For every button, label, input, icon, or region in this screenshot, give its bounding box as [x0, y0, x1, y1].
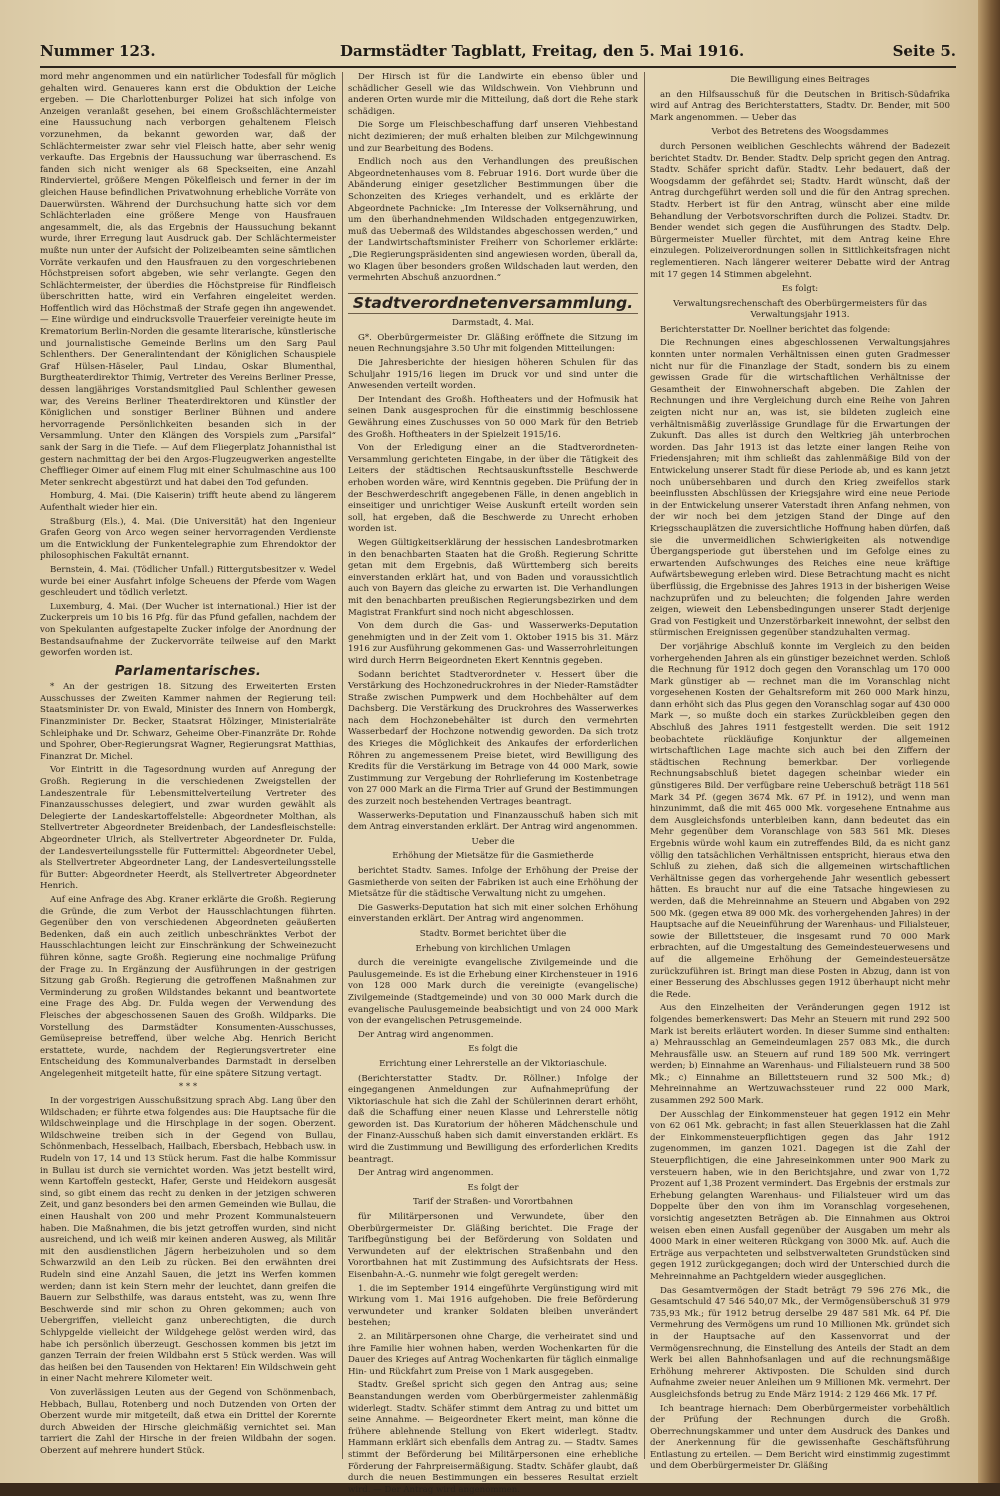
article-paragraph: Von dem durch die Gas- und Wasserwerks-Deputation genehmigten und in der Zeit vom 1. Oktober 1915 bis 31. März 1916 zur Ausführung gekommenen Gas- und Wasserrohrleitungen wird durch Herrn Beigeordneten Ekert Kenntnis gegeben.	[348, 621, 638, 666]
article-paragraph: Der Intendant des Großh. Hoftheaters und der Hofmusik hat seinen Dank ausgesprochen für die einstimmig beschlossene Gewährung eines Zuschusses von 50 000 Mark für den Betrieb des Großh. Hoftheaters in der Spielzeit 1915/16.	[348, 394, 638, 440]
article-paragraph: durch Personen weiblichen Geschlechts während der Badezeit berichtet Stadtv. Dr. Bender. Stadtv. Delp spricht gegen den Antrag. Stadtv. Schäfer spricht dafür. Stadtv. Lehr bedauert, daß der Woogsdamm der gefährdet sei; Stadtv. Hardt wünscht, daß der Antrag durchgeführt werden soll und die für den Antrag sprechen. Stadtv. Herbert ist für den Antrag, wünscht aber eine milde Behandlung der Verbotsvorschriften durch die Polizei. Stadtv. Dr. Bender wendet sich gegen die Ausführungen des Stadtv. Delp. Bürgermeister Mueller fürchtet, mit dem Antrag keine Ehre einzulegen. Polizeiverordnungen sollen in Sittlichkeitsfragen nicht reglementieren. Nach längerer weiterer Debatte wird der Antrag mit 17 gegen 14 Stimmen abgelehnt.	[650, 141, 950, 280]
article-paragraph: Berichterstatter Dr. Noellner berichtet das folgende:	[660, 324, 891, 335]
column-rule-1	[342, 72, 343, 1459]
masthead: Darmstädter Tagblatt, Freitag, den 5. Mai 1916.	[340, 42, 745, 60]
section-heading-city-council: Stadtverordnetenversammlung.	[348, 293, 638, 315]
article-paragraph: Auf eine Anfrage des Abg. Kraner erklärte die Großh. Regierung die Gründe, die zum Verbot der Hausschlachtungen führten. Gegenüber den von verschiedenen Abgeordneten geäußerten Bedenken, daß ein auch zeitlich unbeschränktes Verbot der Hausschlachtungen leicht zur Einschränkung der Schweinezucht führen könne, sagte Großh. Regierung eine nochmalige Prüfung der Frage zu. In Ergänzung der Ausführungen in der gestrigen Sitzung gab Großh. Regierung die getroffenen Maßnahmen zur Verminderung zu großen Wildstandes bekannt und beantwortete eine Frage des Abg. Dr. Fulda wegen der Verwendung des Fleisches der abgeschossenen Sauen des Großh. Wildparks. Die Vorstellung des Darmstädter Konsumenten-Ausschusses, Gemüsepreise betreffend, über welche Abg. Henrich Bericht erstattete, wurde, nachdem der Regierungsvertreter eine Entscheidung des Kommunalverbandes Darmstadt in derselben Angelegenheit mitgeteilt hatte, für eine spätere Sitzung vertagt.	[40, 894, 336, 1079]
centered-line: Es folgt:	[781, 284, 819, 295]
article-paragraph: berichtet Stadtv. Sames. Infolge der Erhöhung der Preise der Gasmietherde von seiten der Fabriken ist auch eine Erhöhung der Mietsätze für die städtische Verwaltung nicht zu umgehen.	[348, 866, 638, 900]
article-paragraph: Von der Erledigung einer an die Stadtverordneten-Versammlung gerichteten Eingabe, in der über die Tätigkeit des Leiters der städtischen Rechtsauskunftsstelle Beschwerde erhoben worden wäre, wird Kenntnis gegeben. Die Prüfung der in der Beschwerdeschrift angegebenen Fälle, in denen angeblich in einseitiger und unrichtiger Weise Auskunft erteilt worden sein soll, hat ergeben, daß die Beschwerde zu Unrecht erhoben worden ist.	[348, 443, 638, 535]
article-paragraph: Der vorjährige Abschluß konnte im Vergleich zu den beiden vorhergehenden Jahren als ein günstiger bezeichnet werden. Schloß die Rechnung für 1912 doch gegen den Voranschlag um 170 000 Mark günstiger ab — rechnet man die im Voranschlag nicht vorgesehenen Kosten der Gehaltsreform mit 260 000 Mark hinzu, dann erhöht sich das Plus gegen den Voranschlag sogar auf 430 000 Mark —, so mußte doch ein starkes Zurückbleiben gegen den Abschluß des Jahres 1911 festgestellt werden. Die seit 1912 beobachtete rückläufige Konjunktur der allgemeinen wirtschaftlichen Lage machte sich auch bei den Ziffern der städtischen Rechnung bemerkbar. Der vorliegende Rechnungsabschluß bietet dagegen scheinbar wieder ein günstigeres Bild. Der verfügbare reine Ueberschuß beträgt 118 561 Mark 34 Pf. (gegen 3674 Mk. 67 Pf. in 1912), und wenn man hinzunimmt, daß die mit 465 000 Mk. vorgesehene Entnahme aus dem Ausgleichsfonds unterbleiben kann, dann bedeutet das ein Mehr gegenüber dem Voranschlage von 583 561 Mk. Dieses Ergebnis würde wohl kaum ein zutreffendes Bild, da es nicht ganz völlig den tatsächlichen Verhältnissen entspricht, hieraus etwa den Schluß zu ziehen, daß sich die allgemeinen wirtschaftlichen Verhältnisse gegen das vorhergehende Jahr wesentlich gebessert hätten. Es braucht nur auf die eine Tatsache hingewiesen zu werden, daß die Mehreinnahme an Steuern und Abgaben von 292 500 Mk. (gegen etwa 89 000 Mk. des vorhergehenden Jahres) in der Hauptsache auf die Neueinführung der Warenhaus- und Filialsteuer, sowie der Billettsteuer, die insgesamt rund 70 000 Mark erbrachten, auf die Umgestaltung des Gemeindesteuerwesens und auf die allgemeine Erhöhung der Gemeindesteuersätze zurückzuführen ist. Bringt man diese Posten in Abzug, dann ist von einer Besserung des Abschlusses gegen 1912 überhaupt nicht mehr die Rede.	[650, 641, 950, 1000]
article-paragraph: für Militärpersonen und Verwundete, über den Oberbürgermeister Dr. Gläßing berichtet. Die Frage der Tarifbegünstigung bei der Beförderung von Soldaten und Verwundeten auf der elektrischen Straßenbahn und den Vorortbahnen hat mit Zustimmung des Aufsichtsrats der Hess. Eisenbahn-A.-G. nunmehr wie folgt geregelt werden:	[348, 1212, 638, 1280]
article-paragraph: In der vorgestrigen Ausschußsitzung sprach Abg. Lang über den Wildschaden; er führte etwa folgendes aus: Die Hauptsache für die Wildschweinplage und die Hirschplage in der sogen. Oberzent. Wildschweine treiben sich in der Gegend von Bullau, Schönmenbach, Hesselbach, Hailbach, Ebersbach, Hebbach usw. in Rudeln von 17, 14 und 13 Stück herum. Fast die halbe Kommissur in Bullau ist durch sie vernichtet worden. Was jetzt bestellt wird, wenn Kartoffeln gesteckt, Hafer, Gerste und Heidekorn ausgesät sind, so gibt einem das recht zu denken in der jetzigen schweren Zeit, und ganz besonders bei den armen Gemeinden wie Bullau, die einen Haushalt von 200 und mehr Prozent Kommunalsteuern haben. Die Maßnahmen, die bis jetzt getroffen wurden, sind nicht ausreichend, und ich weiß mir keinen anderen Ausweg, als Militär mit den ausdienstlichen Jägern herbeizuholen und so dem Schwarzwild an den Leib zu rücken. Bei den erwähnten drei Rudeln sind eine Anzahl Sauen, die jetzt ins Werfen kommen werden; dann ist kein Stern mehr der leuchtet, dann greifen die Bauern zur Selbsthilfe, was daraus entsteht, was zu, wenn Ihre Beschwerde sind mir schon zu Ohren gekommen; auch von Uebergriffen, vielleicht ganz unberechtigten, die durch Schlypgelde vielleicht der Wildgehege gelöst werden wird, das habe ich persönlich überzeugt. Geschossen kommen bis jetzt im ganzen Terrain der freien Wildbahn erst 5 Stück werden. Was will das heißen bei den Tausenden von Hektaren! Ein Wildschwein geht in einer Nacht mehrere Kilometer weit.	[40, 1096, 336, 1385]
dateline: Darmstadt, 4. Mai.	[451, 318, 534, 329]
subheading: Verwaltungsrechenschaft des Oberbürgermeisters für das Verwaltungsjahr 1913.	[673, 298, 927, 321]
article-paragraph: Wegen Gültigkeitserklärung der hessischen Landesbrotmarken in den benachbarten Staaten hat die Großh. Regierung Schritte getan mit dem Ergebnis, daß Württemberg sich bereits einverstanden erklärt hat, und von Baden und voraussichtlich auch von Bayern das gleiche zu erwarten ist. Die Verhandlungen mit den benachbarten preußischen Regierungsbezirken und dem Magistrat Frankfurt sind noch nicht abgeschlossen.	[348, 537, 638, 618]
subheading: Erhebung von kirchlichen Umlagen	[415, 943, 571, 954]
subheading: Errichtung einer Lehrerstelle an der Viktoriaschule.	[379, 1058, 607, 1069]
column-1	[40, 72, 336, 1463]
article-paragraph: Der Antrag wird angenommen.	[358, 1168, 494, 1179]
article-paragraph: Die Rechnungen eines abgeschlossenen Verwaltungsjahres konnten unter normalen Verhältnissen einen guten Gradmesser nicht nur für die Finanzlage der Stadt, sondern bis zu einem gewissen Grade für die wirtschaftlichen Verhältnisse der Gesamtheit der Einwohnerschaft abgeben. Die Zahlen der Rechnungen und ihre Vergleichung durch eine Reihe von Jahren zeigten nicht nur an, was ist, sie bildeten zugleich eine verhältnismäßig zuverlässige Grundlage für die Erwartungen der Zukunft. Das alles ist durch den Weltkrieg jäh unterbrochen worden. Das Jahr 1913 ist das letzte einer langen Reihe von Friedensjahren; mit ihm schließt das zahlenmäßige Bild von der Entwickelung unserer Stadt für diese Periode ab, und es kann jetzt noch unübersehbaren und durch den Krieg zweifellos stark beeinflussten Abschlüssen der Kriegsjahre wird eine neue Periode in der Entwickelung unserer Vaterstadt ihren Anfang nehmen, von der wir noch bei dem jetzigen Stand der Dinge auf den Kriegsschauplätzen die zuversichtliche Hoffnung haben dürfen, daß sie die unvermeidlichen Schwierigkeiten als notwendige Übergangsperiode gut überstehen und im Gefolge eines zu erwartenden Aufschwunges des Reiches eine neue kräftige Aufwärtsbewegung erleben wird. Diese Betrachtung macht es nicht überflüssig, die Ergebnisse des Jahres 1913 in der bisherigen Weise nachzuprüfen und zu beleuchten; die folgenden Jahre werden zeigen, wieweit den Lebensbedingungen unserer Stadt derjenige Grad von Festigkeit und Unzerstörbarkeit innewohnt, der selbst den stürmischen Ereignissen gegenüber standzuhalten vermag.	[650, 338, 950, 639]
article-paragraph: Der Ausschlag der Einkommensteuer hat gegen 1912 ein Mehr von 62 061 Mk. gebracht; in fast allen Steuerklassen hat die Zahl der Einkommensteuerpflichtigen gegen das Jahr 1912 zugenommen, im ganzen 1021. Dagegen ist die Zahl der Steuerpflichtigen, die eine Jahreseinkommen unter 900 Mark zu versteuern haben, wie in den Berichtsjahre, und zwar von 1,72 Prozent auf 1,38 Prozent vermindert. Das Ergebnis der erstmals zur Erhebung gelangten Warenhaus- und Filialsteuer wird um das Doppelte über den von ihm im Voranschlag vorgesehenen, vorsichtig angesetzten Beträgen ab. Die Einnahmen aus Oktroi weisen eben einen Ausfall gegenüber der Ausgaben um mehr als 4000 Mark in einer weiteren Rückgang von 3000 Mk. auf. Auch die Erträge aus verpachteten und selbstverwalteten Grundstücken sind gegen 1912 zurückgegangen; doch wird der Unterschied durch die Mehreinnahme an Pachtgeldern wieder ausgeglichen.	[650, 1109, 950, 1282]
column-rule-2	[644, 72, 645, 1459]
article-paragraph: Die Jahresberichte der hiesigen höheren Schulen für das Schuljahr 1915/16 liegen im Druck vor und sind unter die Anwesenden verteilt worden.	[348, 358, 638, 392]
article-paragraph: Der Hirsch ist für die Landwirte ein ebenso übler und schädlicher Gesell wie das Wildschwein. Von Viehbrunn und anderen Orten wurde mir die Mitteilung, daß dort die Rehe stark schädigen.	[348, 72, 638, 117]
issue-number: Nummer 123.	[40, 42, 156, 60]
article-paragraph: mord mehr angenommen und ein natürlicher Todesfall für möglich gehalten wird. Genaueres kann erst die Obduktion der Leiche ergeben. — Die Charlottenburger Polizei hat sich infolge von Anzeigen veranlaßt gesehen, bei einem Großschlächtermeister eine Haussuchung nach verborgen gehaltenem Fleisch vorzunehmen, da bekannt geworden war, daß der Schlächtermeister zwar sehr viel Fleisch hatte, aber sehr wenig verkaufte. Das Ergebnis der Haussuchung war überraschend. Es fanden sich nicht weniger als 68 Speckseiten, eine Anzahl Rinderviertel, größere Mengen Pökelfleisch und ferner in der im gleichen Hause befindlichen Privatwohnung erhebliche Vorräte von Dauerwürsten. Während der Durchsuchung hatte sich vor dem Schlächterladen eine größere Menge von Hausfrauen angesammelt, die, als das Ergebnis der Haussuchung bekannt wurde, ihrer Erregung laut Ausdruck gab. Der Schlächtermeister mußte nun unter der Aufsicht der Polizeibeamten seine sämtlichen Vorräte verkaufen und den Hausfrauen zu den vorgeschriebenen Höchstpreisen sofort abgeben, wie sehr verlangte. Gegen den Schlächtermeister, der überdies die Höchstpreise für Rindfleisch überschritten hatte, wird ein Verfahren eingeleitet werden. Hoffentlich wird das Höchstmaß der Strafe gegen ihn angewendet. — Eine würdige und eindrucksvolle Trauerfeier vereinigte heute im Krematorium Berlin-Norden die gesamte literarische, künstlerische und journalistische Gemeinde Berlins um den Sarg Paul Schlenthers. Der Generalintendant der Königlichen Schauspiele Graf Hülsen-Häseler, Paul Lindau, Oskar Blumenthal, Burgtheaterdirektor Thimig, Vertreter des Vereins Berliner Presse, dessen langjähriges Vorstandsmitglied Paul Schlenther gewesen war, des Vereins Berliner Theaterdirektoren und Künstler der Königlichen und sonstiger Berliner Bühnen und andere hervorragende Persönlichkeiten besanden sich in der Versammlung. Unter den Klängen des Vorspiels zum „Parsifal“ sank der Sarg in die Tiefe. — Auf dem Fliegerplatz Johannisthal ist gestern nachmittag der bei den Argos-Flugzeugwerken angestellte Chefflieger Oimer auf einem Flug mit einer Schulmaschine aus 100 Meter senkrecht abgestürzt und hat dabei den Tod gefunden.	[40, 72, 336, 488]
article-paragraph: an den Hilfsausschuß für die Deutschen in Britisch-Südafrika wird auf Antrag des Berichterstatters, Stadtv. Dr. Bender, mit 500 Mark angenommen. — Ueber das	[650, 89, 950, 123]
page-header	[40, 40, 956, 68]
article-paragraph: * An der gestrigen 18. Sitzung des Erweiterten Ersten Ausschusses der Zweiten Kammer nahmen der Regierung teil: Staatsminister Dr. von Ewald, Minister des Innern von Hombergk, Finanzminister Dr. Becker, Staatsrat Hölzinger, Ministerialräte Schleiphake und Dr. Schwarz, Geheime Ober-Finanzräte Dr. Rohde und Spohrer, Ober-Regierungsrat Wagner, Regierungsrat Matthias, Finanzrat Dr. Michel.	[40, 682, 336, 762]
article-paragraph: Das Gesamtvermögen der Stadt beträgt 79 596 276 Mk., die Gesamtschuld 47 546 540,07 Mk., der Vermögensüberschuß 31 979 735,93 Mk.; für 1912 betrug derselbe 29 487 581 Mk. 64 Pf. Die Vermehrung des Vermögens um rund 10 Millionen Mk. gründet sich in der Hauptsache auf den Kassenvorrat und der Vermögensrechnung, die Einstellung des Anteils der Stadt an dem Werk bei allen Bahnhofsanlagen und auf die rechnungsmäßige Erhöhung mehrerer Aktivposten. Die Schulden sind durch Aufnahme zweier neuer Anleihen um 9 Millionen Mk. vermehrt. Der Ausgleichsfonds betrug zu Ende März 1914: 2 129 466 Mk. 17 Pf.	[650, 1285, 950, 1400]
article-paragraph: Von zuverlässigen Leuten aus der Gegend von Schönmenbach, Hebbach, Bullau, Rotenberg und noch Dutzenden von Orten der Oberzent wurde mir mitgeteilt, daß etwa ein Drittel der Korernte durch Abweiden der Hirsche gleichmäßig vernichtet sei. Man tarriert die Zahl der Hirsche in der freien Wildbahn der sogen. Oberzent auf mehrere hundert Stück.	[40, 1387, 336, 1456]
article-paragraph: Wasserwerks-Deputation und Finanzausschuß haben sich mit dem Antrag einverstanden erklärt. Der Antrag wird angenommen.	[348, 810, 638, 833]
column-3	[650, 72, 950, 1472]
column-2	[348, 72, 638, 1495]
article-paragraph: Sodann berichtet Stadtverordneter v. Hessert über die Verstärkung des Hochzonedruckrohres in der Nieder-Ramstädter Straße zwischen Pumpwerk und dem Hochbehälter auf dem Dachsberg. Die Verstärkung des Druckrohres des Wasserwerkes nach dem Hochzonebehälter ist durch den vermehrten Wasserbedarf der Hochzone notwendig geworden. Da sich trotz des Krieges die Möglichkeit des Ankaufes der erforderlichen Röhren zu angemessenem Preise bietet, wird Bewilligung des Kredits für die Verstärkung im Betrage von 44 000 Mark, sowie Zustimmung zur Vergebung der Rohrlieferung im Kostenbetrage von 27 000 Mark an die Firma Trier auf Grund der Bestimmungen des zurzeit noch bestehenden Vertrages beantragt.	[348, 669, 638, 808]
news-item-homburg: Homburg, 4. Mai. (Die Kaiserin) trifft heute abend zu längerem Aufenthalt wieder hier ein.	[40, 491, 336, 513]
article-paragraph: Der Antrag wird angenommen.	[358, 1029, 494, 1040]
article-paragraph: Aus den Einzelheiten der Veränderungen gegen 1912 ist folgendes bemerkenswert: Das Mehr an Steuern mit rund 292 500 Mark ist bereits erläutert worden. In dieser Summe sind enthalten: a) Mehrausschlag an Gemeindeumlagen 257 083 Mk., die durch Mehrausfälle usw. an Steuern auf rund 189 500 Mk. verringert werden; b) Einnahme an Warenhaus- und Filialsteuern rund 38 500 Mk.; c) Einnahme an Billettsteuern rund 32 500 Mk.; d) Mehreinnahme an Wertzuwachssteuer rund 22 000 Mark, zusammen 292 500 Mark.	[650, 1003, 950, 1107]
article-paragraph: G*. Oberbürgermeister Dr. Gläßing eröffnete die Sitzung im neuen Rechnungsjahre 3.50 Uhr mit folgenden Mitteilungen:	[348, 332, 638, 355]
subheading: Tarif der Straßen- und Vorortbahnen	[412, 1197, 573, 1208]
article-paragraph: Die Sorge um Fleischbeschaffung darf unseren Viehbestand nicht dezimieren; der muß erhalten bleiben zur Milchgewinnung und zur Bearbeitung des Bodens.	[348, 120, 638, 154]
article-paragraph: Stadtv. Greßel spricht sich gegen den Antrag aus; seine Beanstandungen werden vom Oberbürgermeister zahlenmäßig widerlegt. Stadtv. Schäfer stimmt dem Antrag zu und bittet um seine Annahme. — Beigeordneter Ekert meint, man könne die frühere ablehnende Stellung von Ekert widerlegt. Stadtv. Hammann erklärt sich ebenfalls dem Antrag zu. — Stadtv. Sames stimmt der Beförderung bei Militärpersonen eine erhebliche Förderung der Fahrpreisermäßigung. Stadtv. Schäfer glaubt, daß durch die neuen Bestimmungen ein besseres Resultat erzielt wird. — Der Antrag wird angenommen.	[348, 1380, 638, 1495]
centered-line: Es folgt der	[467, 1182, 519, 1193]
centered-line: Es folgt die	[468, 1044, 518, 1055]
asterisk-separator: * * *	[178, 1082, 198, 1093]
article-paragraph: (Berichterstatter Stadtv. Dr. Röllner.) Infolge der eingegangenen Anmeldungen zur Aufnahmeprüfung der Viktoriaschule hat sich die Zahl der Schülerinnen derart erhöht, daß die Schaffung einer neuen Klasse und Lehrerstelle nötig geworden ist. Das Kuratorium der höheren Mädchenschule und der Finanz-Ausschuß haben sich damit einverstanden erklärt. Es wird die Zustimmung und Bewilligung des erforderlichen Kredits beantragt.	[348, 1073, 638, 1165]
news-item-luxemburg: Luxemburg, 4. Mai. (Der Wucher ist international.) Hier ist der Zuckerpreis um 10 bis 16 Pfg. für das Pfund gefallen, nachdem der von Spekulanten aufgestapelte Zucker infolge der Anordnung der Bestandsaufnahme der Zuckervorräte teilweise auf den Markt geworfen worden ist.	[40, 601, 336, 659]
article-paragraph: Die Gaswerks-Deputation hat sich mit einer solchen Erhöhung einverstanden erklärt. Der Antrag wird angenommen.	[348, 902, 638, 925]
centered-line: Stadtv. Bormet berichtet über die	[419, 928, 567, 939]
list-item: 1. die im September 1914 eingeführte Vergünstigung wird mit Wirkung vom 1. Mai 1916 aufgehoben. Die freie Beförderung verwundeter und kranker Soldaten bleiben unverändert bestehen;	[348, 1283, 638, 1329]
centered-line: Ueber die	[471, 836, 515, 847]
article-paragraph: Ich beantrage hiernach: Dem Oberbürgermeister vorbehältlich der Prüfung der Rechnungen durch die Großh. Oberrechnungskammer und unter dem Ausdruck des Dankes und der Anerkennung für die gewissenhafte Geschäftsführung Entlastung zu erteilen. — Dem Bericht wird einstimmig zugestimmt und dem Oberbürgermeister Dr. Gläßing	[650, 1403, 950, 1472]
news-item-bernstein: Bernstein, 4. Mai. (Tödlicher Unfall.) Rittergutsbesitzer v. Wedel wurde bei einer Ausfahrt infolge Scheuens der Pferde vom Wagen geschleudert und tödlich verletzt.	[40, 564, 336, 599]
subheading: Verbot des Betretens des Woogsdammes	[711, 127, 889, 138]
subheading: Die Bewilligung eines Beitrages	[730, 75, 870, 85]
page-number: Seite 5.	[892, 42, 956, 60]
article-paragraph: Endlich noch aus den Verhandlungen des preußischen Abgeordnetenhauses vom 8. Februar 1916. Dort wurde über die Abänderung einiger gesetzlicher Bestimmungen über die Schonzeiten des Krieges verhandelt, und es erklärte der Abgeordnete Pachnicke: „Im Interesse der Volksernährung, und um den überhandnehmenden Wildschaden entgegenzuwirken, muß das Uebermaß des Wildstandes abgeschossen werden,“ und der Landwirtschaftsminister Freiherr von Schorlemer erklärte: „Die Regierungspräsidenten sind angewiesen worden, überall da, wo Klagen über besonders großen Wildschaden laut werden, den vermehrten Abschuß anzuordnen.“	[348, 157, 638, 284]
subheading: Erhöhung der Mietsätze für die Gasmietherde	[392, 851, 594, 862]
article-paragraph: durch die vereinigte evangelische Zivilgemeinde und die Paulusgemeinde. Es ist die Erhebung einer Kirchensteuer in 1916 von 128 000 Mark durch die vereinigte (evangelische) Zivilgemeinde (Stadtgemeinde) und von 30 000 Mark durch die evangelische Paulusgemeinde beabsichtigt und von 24 000 Mark von der evangelischen Petrusgemeinde.	[348, 958, 638, 1027]
list-item: 2. an Militärpersonen ohne Charge, die verheiratet sind und ihre Familie hier wohnen haben, werden Wochenkarten für die Dauer des Krieges auf Antrag Wochenkarten für täglich einmalige Hin- und Rückfahrt zum Preise von 1 Mark ausgegeben.	[348, 1331, 638, 1377]
news-item-strassburg: Straßburg (Els.), 4. Mai. (Die Universität) hat den Ingenieur Grafen Georg von Arco wegen seiner hervorragenden Verdienste um die Entwicklung der Funkentelegraphie zum Ehrendoktor der philosophischen Fakultät ernannt.	[40, 516, 336, 562]
article-paragraph: Vor Eintritt in die Tagesordnung wurden auf Anregung der Großh. Regierung in die verschiedenen Zweigstellen der Landeszentrale für Lebensmittelverteilung Vertreter des Finanzausschusses delegiert, und zwar wurden gewählt als Delegierte der Landeskartoffelstelle: Abgeordneter Molthan, als Stellvertreter Abgeordneter Breidenbach, der Landesfleischstelle: Abgeordneter Ulrich, als Stellvertreter Abgeordneter Dr. Fulda, der Landesverteilungsstelle für Futtermittel: Abgeordneter Uebel, als Stellvertreter Abgeordneter Lang, der Landesverteilungsstelle für Butter: Abgeordneter Heerdt, als Stellvertreter Abgeordneter Henrich.	[40, 765, 336, 892]
book-binding-edge	[978, 0, 1000, 1483]
section-heading-parliament: Parlamentarisches.	[114, 663, 262, 679]
